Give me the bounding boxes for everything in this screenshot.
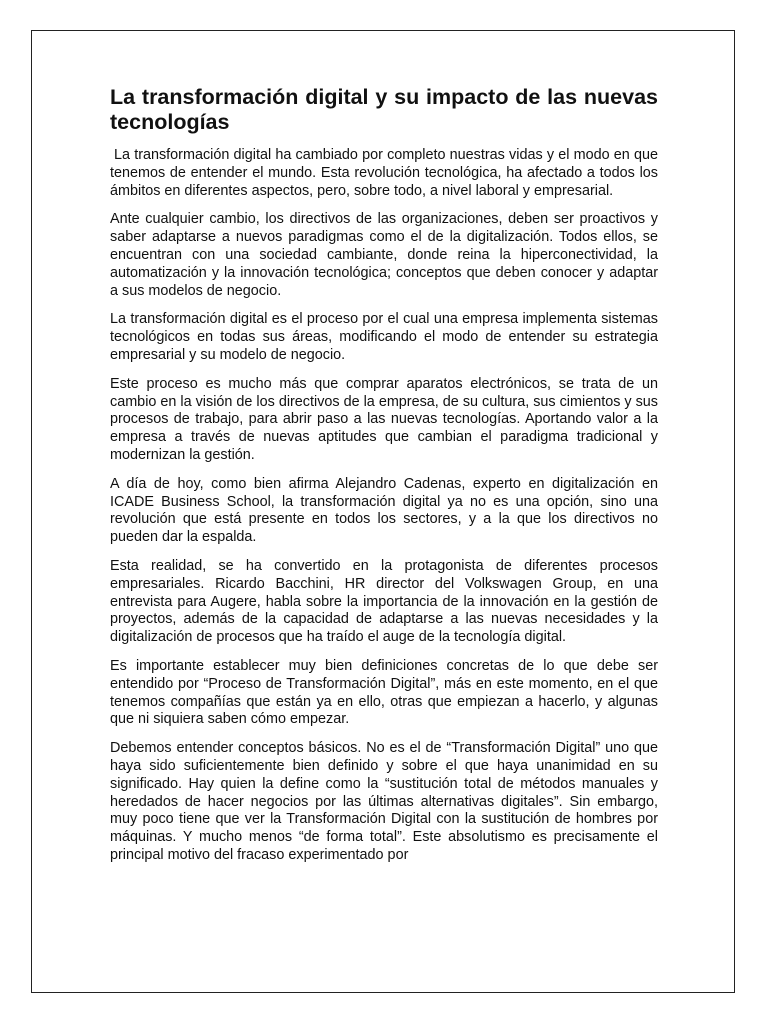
document-page bbox=[31, 30, 735, 993]
paragraph-1: La transformación digital ha cambiado por completo nuestras vidas y el modo en que tenemos de entender el mundo. Esta revolución tecnológica, ha afectado a todos los ámbitos en diferentes aspectos, pero, sobre todo, a nivel laboral y empresarial. bbox=[110, 147, 658, 199]
paragraph-2: Ante cualquier cambio, los directivos de las organizaciones, deben ser proactivos y saber adaptarse a nuevos paradigmas como el de la digitalización. Todos ellos, se encuentran con una sociedad cambiante, donde reina la hiperconectividad, la automatización y la innovación tecnológica; conceptos que deben conocer y adaptar a sus modelos de negocio. bbox=[110, 211, 658, 299]
document-body bbox=[110, 85, 658, 876]
document-title: La transformación digital y su impacto de las nuevas tecnologías bbox=[110, 85, 658, 134]
paragraph-3: La transformación digital es el proceso por el cual una empresa implementa sistemas tecnológicos en todas sus áreas, modificando el modo de entender su estrategia empresarial y su modelo de negocio. bbox=[110, 311, 658, 363]
paragraph-7: Es importante establecer muy bien definiciones concretas de lo que debe ser entendido por “Proceso de Transformación Digital”, más en este momento, en el que tenemos compañías que están ya en ello, otras que empiezan a hacerlo, y algunas que ni siquiera saben cómo empezar. bbox=[110, 657, 658, 728]
paragraph-8: Debemos entender conceptos básicos. No es el de “Transformación Digital” uno que haya sido suficientemente bien definido y sobre el que haya unanimidad en su significado. Hay quien la define como la “sustitución total de métodos manuales y heredados de hacer negocios por las últimas alternativas digitales”. Sin embargo, muy poco tiene que ver la Transformación Digital con la sustitución de hombres por máquinas. Y mucho menos “de forma total”. Este absolutismo es precisamente el principal motivo del fracaso experimentado por bbox=[110, 740, 658, 863]
paragraph-5: A día de hoy, como bien afirma Alejandro Cadenas, experto en digitalización en ICADE Business School, la transformación digital ya no es una opción, sino una revolución que está presente en todos los sectores, y a la que los directivos no pueden dar la espalda. bbox=[110, 475, 658, 546]
paragraph-6: Esta realidad, se ha convertido en la protagonista de diferentes procesos empresariales. Ricardo Bacchini, HR director del Volkswagen Group, en una entrevista para Augere, habla sobre la importancia de la innovación en la gestión de proyectos, además de la capacidad de adaptarse a las nuevas necesidades y la digitalización de procesos que ha traído el auge de la tecnología digital. bbox=[110, 557, 658, 646]
paragraph-4: Este proceso es mucho más que comprar aparatos electrónicos, se trata de un cambio en la visión de los directivos de la empresa, de su cultura, sus cimientos y sus procesos de trabajo, para abrir paso a las nuevas tecnologías. Aportando valor a la empresa a través de nuevas aptitudes que cambian el paradigma tradicional y modernizan la gestión. bbox=[110, 375, 658, 463]
